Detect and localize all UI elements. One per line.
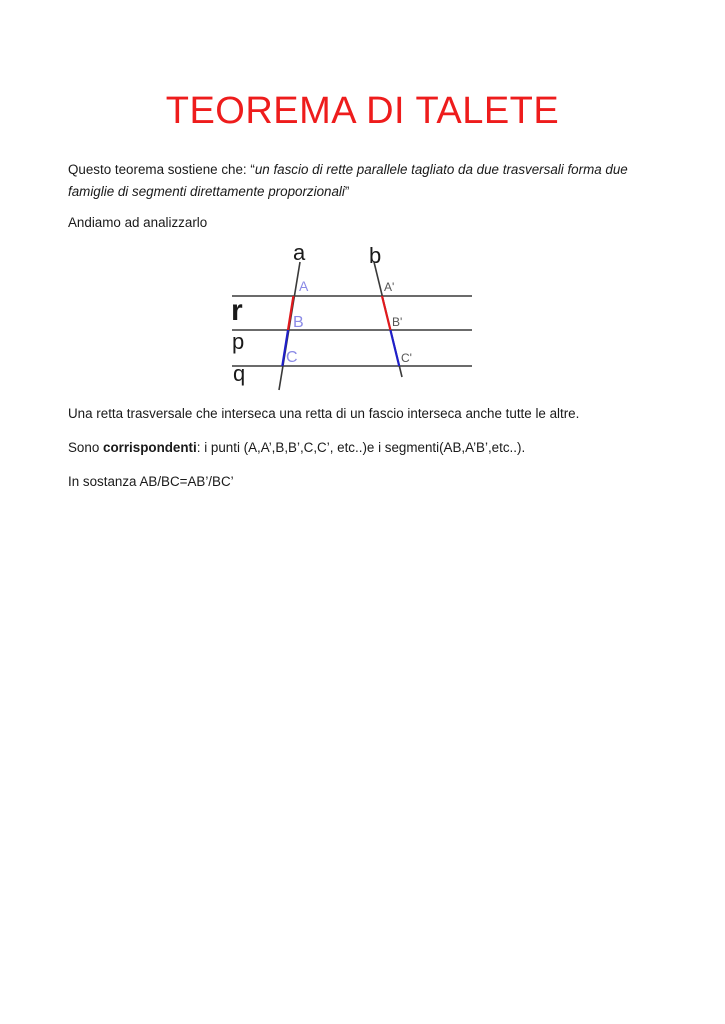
label-point-c: C	[286, 349, 298, 366]
segment-b1c1	[390, 330, 399, 366]
document-title: TEOREMA DI TALETE	[165, 90, 560, 132]
thales-diagram	[228, 240, 478, 395]
correspondents-lead: Sono	[68, 440, 103, 455]
statement-paragraph: Una retta trasversale che interseca una retta di un fascio interseca anche tutte le altre.	[68, 406, 580, 421]
label-point-a: A	[299, 278, 309, 294]
thales-diagram-svg	[228, 240, 478, 395]
intro-paragraph	[68, 159, 658, 203]
label-line-a: a	[293, 240, 306, 265]
intro-quote: un fascio di rette parallele tagliato da due trasversali forma due famiglie di segmenti direttamente proporzionali	[68, 162, 628, 199]
intro-tail: ”	[344, 184, 350, 199]
label-line-q: q	[233, 361, 246, 386]
analyze-paragraph: Andiamo ad analizzarlo	[68, 215, 208, 230]
correspondents-paragraph	[68, 437, 658, 459]
label-line-b: b	[369, 243, 382, 268]
label-point-c-prime: C'	[401, 351, 412, 365]
intro-lead: Questo teorema sostiene che: “	[68, 162, 255, 177]
segment-a1b1	[382, 296, 390, 330]
label-point-b-prime: B'	[392, 315, 403, 329]
label-line-p: p	[232, 329, 245, 354]
conclusion-paragraph: In sostanza AB/BC=AB’/BC’	[68, 474, 234, 489]
label-point-a-prime: A'	[384, 280, 395, 294]
label-point-b: B	[293, 314, 304, 331]
label-line-r: r	[231, 294, 243, 327]
correspondents-keyword: corrispondenti	[103, 440, 197, 455]
correspondents-rest: : i punti (A,A’,B,B’,C,C’, etc..)e i segmenti(AB,A’B’,etc..).	[196, 440, 526, 455]
